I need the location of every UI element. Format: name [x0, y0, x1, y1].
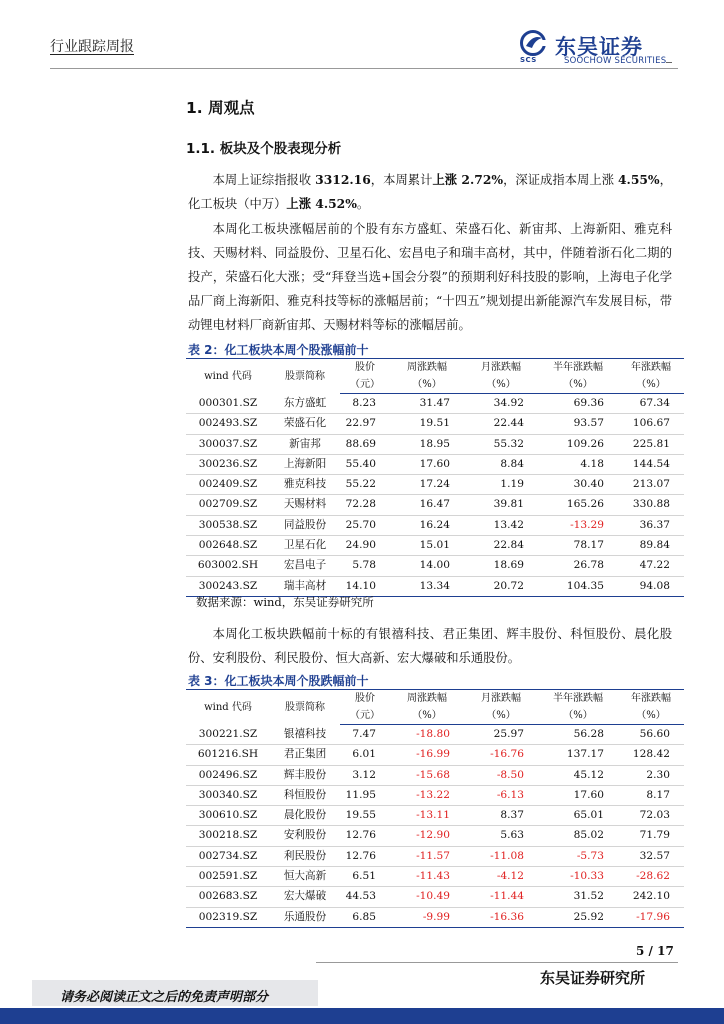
cell-name: 瑞丰高材: [270, 576, 340, 596]
col-unit-week: （%）: [390, 376, 464, 394]
table-row: [186, 867, 684, 887]
cell-name: 乐通股份: [270, 907, 340, 927]
cell-half-year: 45.12: [538, 765, 618, 785]
cell-price: 19.55: [340, 806, 390, 826]
cell-year: 106.67: [618, 414, 684, 434]
cell-half-year: -13.29: [538, 515, 618, 535]
table-row: [186, 434, 684, 454]
cell-month: 55.32: [464, 434, 538, 454]
cell-year: 67.34: [618, 394, 684, 414]
cell-name: 雅克科技: [270, 475, 340, 495]
cell-month: 22.44: [464, 414, 538, 434]
cell-week: 15.01: [390, 536, 464, 556]
cell-month: 8.84: [464, 454, 538, 474]
cell-code: 002648.SZ: [186, 536, 270, 556]
table-row: [186, 556, 684, 576]
cell-week: -15.68: [390, 765, 464, 785]
cell-price: 11.95: [340, 785, 390, 805]
col-header-month: 月涨跌幅: [464, 359, 538, 377]
page-number: 5 / 17: [636, 944, 674, 958]
col-header-week: 周涨跌幅: [390, 690, 464, 708]
cell-name: 宏大爆破: [270, 887, 340, 907]
cell-name: 东方盛虹: [270, 394, 340, 414]
cell-year: 330.88: [618, 495, 684, 515]
cell-code: 300538.SZ: [186, 515, 270, 535]
col-header-month: 月涨跌幅: [464, 690, 538, 708]
table-row: [186, 826, 684, 846]
cell-year: 32.57: [618, 846, 684, 866]
table-row: [186, 394, 684, 414]
col-header-code: wind 代码: [186, 690, 270, 725]
cell-week: -12.90: [390, 826, 464, 846]
cell-half-year: 56.28: [538, 725, 618, 745]
cell-name: 新宙邦: [270, 434, 340, 454]
cell-half-year: 25.92: [538, 907, 618, 927]
cell-code: 002683.SZ: [186, 887, 270, 907]
table-row: [186, 765, 684, 785]
cell-year: -17.96: [618, 907, 684, 927]
cell-week: 16.24: [390, 515, 464, 535]
col-unit-year: （%）: [618, 376, 684, 394]
section-heading: 1. 周观点: [186, 99, 255, 117]
table-row: [186, 745, 684, 765]
cell-month: -11.44: [464, 887, 538, 907]
table-row: [186, 846, 684, 866]
cell-code: 300243.SZ: [186, 576, 270, 596]
cell-name: 辉丰股份: [270, 765, 340, 785]
col-header-price: 股价: [340, 359, 390, 377]
cell-year: 242.10: [618, 887, 684, 907]
logo-mark-text: SCS: [520, 56, 537, 64]
cell-name: 银禧科技: [270, 725, 340, 745]
cell-week: 17.24: [390, 475, 464, 495]
table-row: [186, 414, 684, 434]
top-losers-paragraph: 本周化工板块跌幅前十标的有银禧科技、君正集团、辉丰股份、科恒股份、晨化股份、安利股份、利民股份、恒大高新、宏大爆破和乐通股份。: [188, 627, 672, 665]
cell-code: 300340.SZ: [186, 785, 270, 805]
table-row: [186, 806, 684, 826]
cell-price: 24.90: [340, 536, 390, 556]
cell-half-year: 17.60: [538, 785, 618, 805]
top-gainers-paragraph: 本周化工板块涨幅居前的个股有东方盛虹、荣盛石化、新宙邦、上海新阳、雅克科技、天赐材料、同益股份、卫星石化、宏昌电子和瑞丰高材，其中，伴随着浙石化二期的投产，荣盛石化大涨；受“拜登当选+国会分裂”的预期利好科技股的影响，上海电子化学品厂商上海新阳、雅克科技等标的涨幅居前；“十四五”规划提出新能源汽车发展目标，带动锂电材料厂商新宙邦、天赐材料等标的涨幅居前。: [188, 222, 672, 332]
cell-price: 44.53: [340, 887, 390, 907]
cell-price: 8.23: [340, 394, 390, 414]
cell-week: 31.47: [390, 394, 464, 414]
cell-price: 22.97: [340, 414, 390, 434]
cell-month: 22.84: [464, 536, 538, 556]
cell-price: 55.40: [340, 454, 390, 474]
logo-english-name: SOOCHOW SECURITIES: [564, 56, 667, 66]
cell-half-year: 31.52: [538, 887, 618, 907]
col-unit-month: （%）: [464, 707, 538, 725]
cell-month: -16.36: [464, 907, 538, 927]
cell-month: 8.37: [464, 806, 538, 826]
cell-half-year: 104.35: [538, 576, 618, 596]
col-header-name: 股票简称: [270, 690, 340, 725]
cell-half-year: 93.57: [538, 414, 618, 434]
cell-price: 14.10: [340, 576, 390, 596]
cell-name: 荣盛石化: [270, 414, 340, 434]
cell-name: 科恒股份: [270, 785, 340, 805]
cell-code: 300236.SZ: [186, 454, 270, 474]
cell-code: 002709.SZ: [186, 495, 270, 515]
cell-month: -4.12: [464, 867, 538, 887]
cell-week: 19.51: [390, 414, 464, 434]
cell-price: 55.22: [340, 475, 390, 495]
cell-price: 25.70: [340, 515, 390, 535]
subsection-heading: 1.1. 板块及个股表现分析: [186, 141, 342, 157]
cell-week: -13.22: [390, 785, 464, 805]
table-row: [186, 725, 684, 745]
cell-code: 002591.SZ: [186, 867, 270, 887]
cell-month: 39.81: [464, 495, 538, 515]
footer-brand-bar: [0, 1008, 724, 1024]
table-row: [186, 887, 684, 907]
col-unit-week: （%）: [390, 707, 464, 725]
col-header-year: 年涨跌幅: [618, 359, 684, 377]
cell-year: 225.81: [618, 434, 684, 454]
cell-month: -16.76: [464, 745, 538, 765]
cell-half-year: 78.17: [538, 536, 618, 556]
cell-month: 13.42: [464, 515, 538, 535]
cell-price: 5.78: [340, 556, 390, 576]
footer-divider: [316, 962, 678, 963]
losers-table: [186, 689, 684, 928]
cell-price: 6.85: [340, 907, 390, 927]
cell-week: -11.57: [390, 846, 464, 866]
cell-month: 1.19: [464, 475, 538, 495]
col-unit-half-year: （%）: [538, 707, 618, 725]
table3-caption: 表 3：化工板块本周个股跌幅前十: [188, 674, 369, 688]
table2-caption: 表 2：化工板块本周个股涨幅前十: [188, 343, 369, 357]
cell-week: -9.99: [390, 907, 464, 927]
cell-half-year: 69.36: [538, 394, 618, 414]
cell-year: 128.42: [618, 745, 684, 765]
table-row: [186, 515, 684, 535]
cell-year: 89.84: [618, 536, 684, 556]
cell-week: 17.60: [390, 454, 464, 474]
cell-code: 601216.SH: [186, 745, 270, 765]
cell-name: 君正集团: [270, 745, 340, 765]
cell-price: 7.47: [340, 725, 390, 745]
cell-half-year: 85.02: [538, 826, 618, 846]
cell-code: 300037.SZ: [186, 434, 270, 454]
gainers-table: [186, 358, 684, 597]
soochow-logo-icon: [520, 30, 550, 56]
cell-name: 晨化股份: [270, 806, 340, 826]
cell-year: 8.17: [618, 785, 684, 805]
col-unit-price: （元）: [340, 376, 390, 394]
cell-week: -16.99: [390, 745, 464, 765]
cell-half-year: -5.73: [538, 846, 618, 866]
col-header-half-year: 半年涨跌幅: [538, 359, 618, 377]
cell-name: 同益股份: [270, 515, 340, 535]
cell-year: 213.07: [618, 475, 684, 495]
col-header-half-year: 半年涨跌幅: [538, 690, 618, 708]
table-row: [186, 454, 684, 474]
cell-week: 13.34: [390, 576, 464, 596]
cell-year: 71.79: [618, 826, 684, 846]
cell-code: 002409.SZ: [186, 475, 270, 495]
cell-half-year: 65.01: [538, 806, 618, 826]
cell-name: 利民股份: [270, 846, 340, 866]
cell-code: 300218.SZ: [186, 826, 270, 846]
col-unit-month: （%）: [464, 376, 538, 394]
cell-name: 安利股份: [270, 826, 340, 846]
cell-code: 002496.SZ: [186, 765, 270, 785]
cell-week: 16.47: [390, 495, 464, 515]
col-unit-half-year: （%）: [538, 376, 618, 394]
cell-name: 恒大高新: [270, 867, 340, 887]
logo-chinese-name: 东吴证券: [555, 35, 643, 59]
table-row: [186, 907, 684, 927]
cell-year: -28.62: [618, 867, 684, 887]
report-type-label: 行业跟踪周报: [50, 39, 134, 55]
table-row: [186, 536, 684, 556]
disclaimer-text: 请务必阅读正文之后的免责声明部分: [60, 990, 269, 1005]
cell-month: -8.50: [464, 765, 538, 785]
cell-month: 25.97: [464, 725, 538, 745]
cell-month: 18.69: [464, 556, 538, 576]
cell-week: -13.11: [390, 806, 464, 826]
cell-half-year: 26.78: [538, 556, 618, 576]
cell-price: 12.76: [340, 846, 390, 866]
cell-week: -18.80: [390, 725, 464, 745]
cell-month: 5.63: [464, 826, 538, 846]
company-logo: [520, 30, 680, 68]
cell-code: 300610.SZ: [186, 806, 270, 826]
col-header-name: 股票简称: [270, 359, 340, 394]
cell-name: 上海新阳: [270, 454, 340, 474]
cell-month: -6.13: [464, 785, 538, 805]
cell-name: 宏昌电子: [270, 556, 340, 576]
cell-year: 94.08: [618, 576, 684, 596]
cell-week: -11.43: [390, 867, 464, 887]
col-unit-price: （元）: [340, 707, 390, 725]
header-divider: [50, 68, 678, 69]
cell-code: 002493.SZ: [186, 414, 270, 434]
table-row: [186, 475, 684, 495]
cell-price: 72.28: [340, 495, 390, 515]
cell-year: 2.30: [618, 765, 684, 785]
table2-source-note: 数据来源：wind，东吴证券研究所: [196, 595, 374, 609]
col-header-week: 周涨跌幅: [390, 359, 464, 377]
cell-year: 144.54: [618, 454, 684, 474]
cell-price: 3.12: [340, 765, 390, 785]
cell-month: 20.72: [464, 576, 538, 596]
cell-week: 14.00: [390, 556, 464, 576]
col-unit-year: （%）: [618, 707, 684, 725]
col-header-code: wind 代码: [186, 359, 270, 394]
cell-half-year: 30.40: [538, 475, 618, 495]
cell-name: 卫星石化: [270, 536, 340, 556]
cell-code: 002734.SZ: [186, 846, 270, 866]
cell-half-year: 165.26: [538, 495, 618, 515]
cell-price: 6.51: [340, 867, 390, 887]
cell-code: 000301.SZ: [186, 394, 270, 414]
cell-year: 72.03: [618, 806, 684, 826]
cell-half-year: 137.17: [538, 745, 618, 765]
cell-half-year: 4.18: [538, 454, 618, 474]
cell-week: 18.95: [390, 434, 464, 454]
cell-month: 34.92: [464, 394, 538, 414]
col-header-price: 股价: [340, 690, 390, 708]
cell-price: 6.01: [340, 745, 390, 765]
cell-month: -11.08: [464, 846, 538, 866]
cell-year: 36.37: [618, 515, 684, 535]
table-row: [186, 495, 684, 515]
cell-half-year: 109.26: [538, 434, 618, 454]
cell-price: 12.76: [340, 826, 390, 846]
cell-half-year: -10.33: [538, 867, 618, 887]
cell-week: -10.49: [390, 887, 464, 907]
cell-name: 天赐材料: [270, 495, 340, 515]
table-row: [186, 785, 684, 805]
cell-code: 300221.SZ: [186, 725, 270, 745]
cell-price: 88.69: [340, 434, 390, 454]
cell-code: 002319.SZ: [186, 907, 270, 927]
header-dash: [666, 62, 672, 63]
cell-year: 56.60: [618, 725, 684, 745]
cell-code: 603002.SH: [186, 556, 270, 576]
market-summary-paragraph: 本周上证综指报收 3312.16，本周累计上涨 2.72%，深证成指本周上涨 4.55%，化工板块（中万）上涨 4.52%。: [188, 172, 672, 211]
institute-name: 东吴证券研究所: [540, 969, 646, 987]
col-header-year: 年涨跌幅: [618, 690, 684, 708]
cell-year: 47.22: [618, 556, 684, 576]
